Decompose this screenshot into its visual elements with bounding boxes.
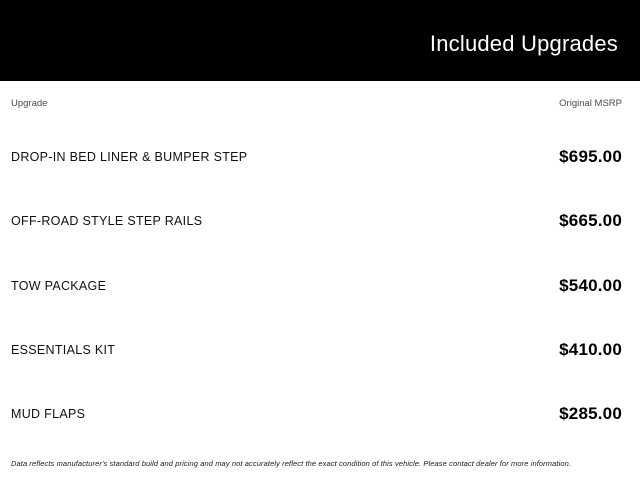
upgrade-price: $665.00 <box>559 211 622 231</box>
upgrade-price: $695.00 <box>559 147 622 167</box>
page-title: Included Upgrades <box>429 30 618 56</box>
upgrade-name: OFF-ROAD STYLE STEP RAILS <box>11 214 203 229</box>
upgrade-name: ESSENTIALS KIT <box>11 342 116 357</box>
upgrades-list <box>11 125 622 446</box>
table-row <box>11 253 622 317</box>
table-row <box>11 125 622 189</box>
upgrade-name: MUD FLAPS <box>11 406 86 421</box>
upgrade-name: DROP-IN BED LINER & BUMPER STEP <box>11 150 248 165</box>
disclaimer-text: Data reflects manufacturer's standard build and pricing and may not accurately reflect the exact condition of this vehicle. Please contact dealer for more information. <box>11 458 572 468</box>
upgrade-name: TOW PACKAGE <box>11 278 107 293</box>
page-header <box>0 0 640 81</box>
column-header-upgrade: Upgrade <box>11 97 48 109</box>
upgrade-price: $285.00 <box>559 403 622 423</box>
upgrade-price: $540.00 <box>559 275 622 295</box>
table-row <box>11 318 622 382</box>
table-column-headers <box>11 81 622 125</box>
table-row <box>11 382 622 446</box>
upgrade-price: $410.00 <box>559 339 622 359</box>
table-row <box>11 189 622 253</box>
upgrades-content <box>0 81 640 480</box>
column-header-msrp: Original MSRP <box>559 97 622 109</box>
